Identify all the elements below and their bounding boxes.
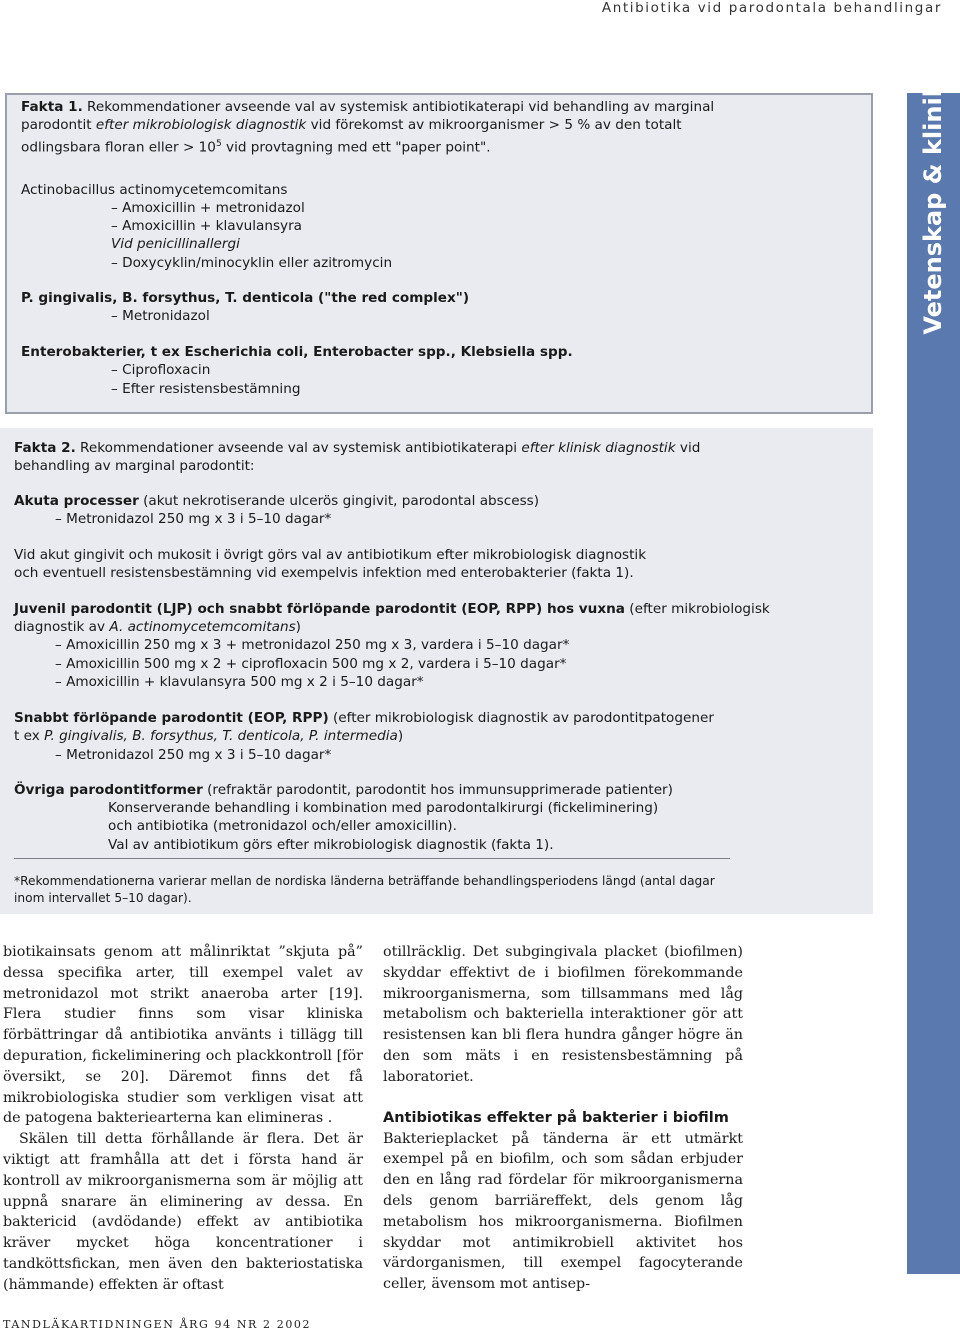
akuta-detail: (akut nekrotiserande ulcerös gingivit, parodontal abscess): [138, 493, 540, 509]
snabbt-detail-line: [14, 727, 403, 745]
snabbt-detail: (efter mikrobiologisk diagnostik av parodontitpatogener: [328, 710, 714, 726]
fakta-1-intro-line-1: [21, 98, 714, 116]
fakta-1-exponent: 5: [215, 139, 222, 149]
section-side-label: Vetenskap & klinik: [919, 81, 947, 335]
ovriga-line: Konserverande behandling i kombination med parodontalkirurgi (fickeliminering): [108, 800, 659, 816]
fakta-1-intro-text: odlingsbara floran eller > 10: [21, 139, 216, 156]
treatment-line: – Amoxicillin + klavulansyra: [111, 218, 303, 234]
running-header: Antibiotika vid parodontala behandlingar: [601, 0, 942, 16]
treatment-line: – Amoxicillin 500 mg x 2 + ciprofloxacin 500 mg x 2, vardera i 5–10 dagar*: [55, 656, 567, 672]
snabbt-heading: Snabbt förlöpande parodontit (EOP, RPP): [14, 710, 329, 726]
fakta-2-intro-text: vid: [675, 440, 701, 456]
ovriga-line: och antibiotika (metronidazol och/eller amoxicillin).: [108, 818, 457, 834]
body-paragraph: otillräcklig. Det subgingivala placket (biofilmen) skyddar effektivt de i biofilmen förekommande mikroorganismerna, som tillsammans med låg metabolism och bakteriella interaktioner gör att resistensen kan bli flera hundra gånger högre än den som mäts i en resistensbestämning på laboratoriet.: [383, 944, 743, 1085]
juvenil-detail: ): [295, 619, 301, 635]
body-column-left: [3, 942, 363, 1296]
juvenil-heading: Juvenil parodontit (LJP) och snabbt förlöpande parodontit (EOP, RPP) hos vuxna: [14, 601, 625, 617]
fakta-1-intro-text: vid provtagning med ett "paper point".: [221, 139, 491, 156]
snabbt-detail: ): [397, 728, 404, 744]
treatment-line: – Metronidazol 250 mg x 3 i 5–10 dagar*: [55, 747, 332, 763]
ovriga-heading: Övriga parodontitformer: [14, 782, 203, 798]
treatment-line: – Amoxicillin + klavulansyra 500 mg x 2 i 5–10 dagar*: [55, 674, 424, 690]
penicillin-allergy-heading: Vid penicillinallergi: [111, 236, 240, 252]
treatment-line: – Amoxicillin 250 mg x 3 + metronidazol 250 mg x 3, vardera i 5–10 dagar*: [55, 637, 570, 653]
fakta-1-intro-text: Rekommendationer avseende val av systemisk antibiotikaterapi vid behandling av marginal: [82, 99, 715, 115]
juvenil-heading-line: [14, 600, 770, 618]
ovriga-detail: (refraktär parodontit, parodontit hos immunsupprimerade patienter): [202, 782, 673, 798]
organism-heading-red-complex: P. gingivalis, B. forsythus, T. denticola ("the red complex"): [21, 290, 470, 306]
fakta-1-box: [5, 93, 873, 414]
body-column-right: [383, 942, 743, 1295]
body-paragraph: Bakterieplacket på tänderna är ett utmärkt exempel på en biofilm, och som sådan erbjuder den en lång rad fördelar för mikroorganismerna dels genom barriäreffekt, dels genom låg metabolism hos mikroorganismerna. Biofilmen skyddar mot antimikrobiell aktivitet hos värdorganismen, till exempel fagocyterande celler, ävensom mot antisep-: [383, 1130, 743, 1293]
treatment-line: – Ciprofloxacin: [111, 362, 211, 378]
treatment-line: – Doxycyklin/minocyklin eller azitromycin: [111, 255, 393, 271]
snabbt-heading-line: [14, 709, 714, 727]
fakta-1-intro-text: parodontit: [21, 117, 96, 133]
fakta-2-intro-line-2: behandling av marginal parodontit:: [14, 458, 255, 474]
fakta-1-intro-line-3: [21, 135, 491, 157]
snabbt-detail: t ex: [14, 728, 45, 744]
fakta-2-box: [0, 428, 873, 914]
juvenil-detail: (efter mikrobiologisk: [624, 601, 770, 617]
treatment-line: – Metronidazol 250 mg x 3 i 5–10 dagar*: [55, 511, 332, 527]
akuta-heading: Akuta processer: [14, 493, 139, 509]
body-paragraph: biotikainsats genom att målinriktat ”skjuta på” dessa specifika arter, till exempel valet av metronidazol mot strikt anaeroba arter [19]. Flera studier finns som visar kliniska förbättringar då antibiotika använts i tillägg till depuration, fickeliminering och plackkontroll [för översikt, se 20]. Däremot finns det få mikrobiologiska studier som verkligen visat att de patogena bakteriearterna kan elimineras .: [3, 944, 363, 1127]
footnote-line: inom intervallet 5–10 dagar).: [14, 891, 192, 905]
footnote-divider: [14, 858, 730, 859]
juvenil-detail-line: [14, 618, 301, 636]
journal-footer: TANDLÄKARTIDNINGEN ÅRG 94 NR 2 2002: [3, 1318, 312, 1331]
juvenil-organism: A. actinomycetemcomitans: [109, 619, 296, 635]
treatment-line: – Efter resistensbestämning: [111, 381, 301, 397]
treatment-line: – Amoxicillin + metronidazol: [111, 200, 305, 216]
body-paragraph: Skälen till detta förhållande är flera. Det är viktigt att framhålla att det i första hand är kontroll av mikroorganismerna som är möjlig att uppnå snarare än eliminering av dessa. En baktericid (avdödande) effekt av antibiotika kräver mycket höga koncentrationer i tandköttsfickan, men även den bakteriostatiska (hämmande) effekten är oftast: [3, 1131, 363, 1293]
fakta-1-intro-text: vid förekomst av mikroorganismer > 5 % av den totalt: [306, 117, 682, 133]
fakta-2-intro-emphasis: efter klinisk diagnostik: [521, 440, 676, 456]
juvenil-detail: diagnostik av: [14, 619, 110, 635]
fakta-1-title: Fakta 1.: [21, 99, 83, 115]
fakta-1-intro-emphasis: efter mikrobiologisk diagnostik: [95, 117, 307, 133]
section-heading: Antibiotikas effekter på bakterier i biofilm: [383, 1109, 729, 1126]
akut-note-line: Vid akut gingivit och mukosit i övrigt görs val av antibiotikum efter mikrobiologisk diagnostik: [14, 547, 647, 563]
akuta-heading-line: [14, 492, 539, 510]
akut-note-line: och eventuell resistensbestämning vid exempelvis infektion med enterobakterier (fakta 1).: [14, 565, 634, 581]
treatment-line: – Metronidazol: [111, 308, 210, 324]
fakta-1-intro-line-2: [21, 116, 682, 134]
snabbt-organisms: P. gingivalis, B. forsythus, T. denticola, P. intermedia: [44, 728, 398, 744]
organism-heading-enterobacteria: Enterobakterier, t ex Escherichia coli, Enterobacter spp., Klebsiella spp.: [21, 344, 573, 360]
fakta-2-title: Fakta 2.: [14, 440, 76, 456]
fakta-2-intro-text: Rekommendationer avseende val av systemisk antibiotikaterapi: [75, 440, 522, 456]
ovriga-line: Val av antibiotikum görs efter mikrobiologisk diagnostik (fakta 1).: [108, 837, 554, 853]
footnote-line: *Rekommendationerna varierar mellan de nordiska länderna beträffande behandlingsperiodens längd (antal dagar: [14, 874, 715, 888]
fakta-2-intro-line-1: [14, 439, 700, 457]
ovriga-heading-line: [14, 781, 673, 799]
organism-heading-aa: Actinobacillus actinomycetemcomitans: [21, 182, 288, 198]
